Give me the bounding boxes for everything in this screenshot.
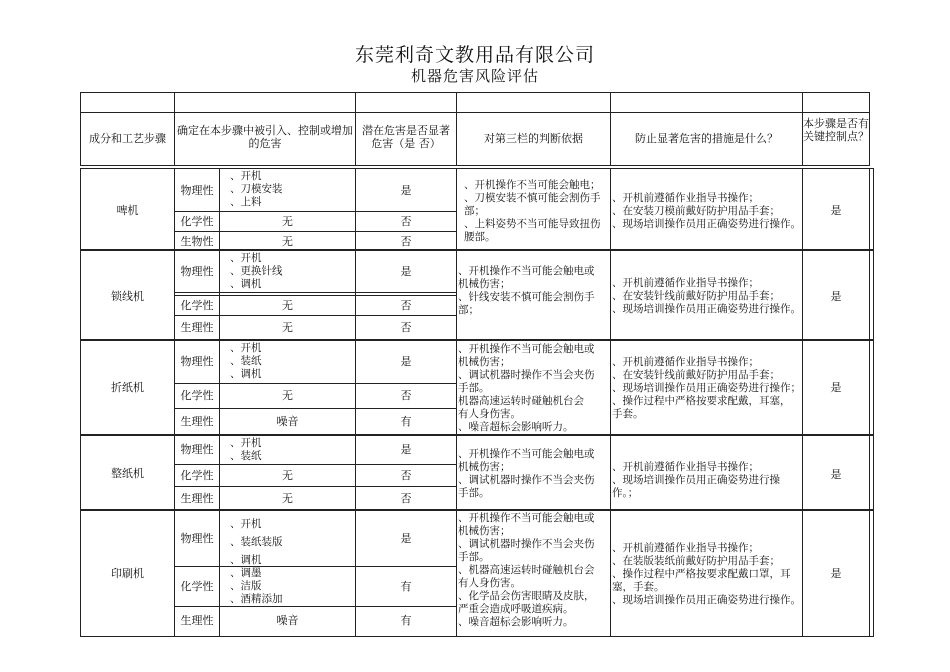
hazard-type: 生理性 — [180, 415, 214, 428]
hazard-items: 无 — [282, 235, 293, 248]
significance: 是 — [400, 184, 412, 197]
hazard-type: 生理性 — [180, 614, 214, 627]
hazard-type: 物理性 — [180, 532, 214, 545]
significance: 有 — [400, 614, 412, 627]
hazard-type: 物理性 — [180, 443, 214, 456]
hazard-items: 无 — [282, 299, 293, 312]
control-measures: 、开机前遵循作业指导书操作； 、现场培训操作员用正确姿势进行操作。； — [612, 461, 780, 499]
significance: 是 — [400, 532, 412, 545]
judgment-basis: 、开机操作不当可能会触电或 机械伤害； 、调试机器时操作不当会夹伤 手部。 — [458, 448, 595, 499]
hazard-items: 无 — [282, 469, 293, 482]
hazard-items: 无 — [282, 389, 293, 402]
step-name: 折纸机 — [111, 381, 144, 394]
significance: 否 — [400, 469, 412, 482]
header-significant: 潜在危害是否显著危害（是 否） — [362, 124, 450, 150]
step-name: 啤机 — [116, 204, 139, 217]
ccp-value: 是 — [830, 468, 842, 481]
hazard-items: 、开机 、刀模安装 、上料 — [230, 170, 283, 208]
step-name: 锁线机 — [111, 290, 144, 303]
hazard-items: 、调墨 、洁版 、酒精添加 — [230, 567, 283, 605]
judgment-basis: 、开机操作不当可能会触电或 机械伤害； 、调试机器时操作不当会夹伤 手部。 、机器高速运转时碰触机台会 有人身伤害。 、化学品会伤害眼睛及皮肤， 严重会造成呼吸道疾病。 、噪音超标会影响听力。 — [458, 512, 595, 628]
header-step: 成分和工艺步骤 — [89, 132, 166, 145]
hazard-type: 化学性 — [180, 299, 214, 312]
hazard-items: 、开机 、装纸 — [230, 437, 262, 462]
judgment-basis: 、开机操作不当可能会触电； 、刀模安装不慎可能会割伤手 部； 、上料姿势不当可能导致扭伤 腰部。 — [464, 179, 601, 243]
form-title: 机器危害风险评估 — [410, 67, 539, 85]
control-measures: 、开机前遵循作业指导书操作； 、在装版装纸前戴好防护用品手套； 、操作过程中严格按要求配戴口罩，耳 塞，手套。 、现场培训操作员用正确姿势进行操作。 — [612, 542, 801, 606]
judgment-basis: 、开机操作不当可能会触电或 机械伤害； 、针线安装不慎可能会割伤手 部； — [458, 265, 595, 316]
ccp-value: 是 — [830, 381, 842, 394]
hazard-items: 无 — [282, 492, 293, 505]
significance: 否 — [400, 235, 412, 248]
significance: 否 — [400, 299, 412, 312]
hazard-items: 噪音 — [276, 614, 299, 627]
hazard-type: 化学性 — [180, 215, 214, 228]
header-measures: 防止显著危害的措施是什么？ — [635, 132, 778, 145]
ccp-value: 是 — [830, 567, 842, 580]
significance: 否 — [400, 492, 412, 505]
significance: 否 — [400, 215, 412, 228]
hazard-type: 化学性 — [180, 580, 214, 593]
hazard-type: 物理性 — [180, 265, 214, 278]
hazard-items: 噪音 — [276, 415, 299, 428]
significance: 是 — [400, 355, 412, 368]
significance: 是 — [400, 443, 412, 456]
hazard-items: 、开机 、装纸装版 、调机 — [230, 518, 283, 566]
control-measures: 、开机前遵循作业指导书操作； 、在安装针线前戴好防护用品手套； 、现场培训操作员用正确姿势进行操作； 、操作过程中严格按要求配戴，耳塞， 手套。 — [612, 356, 801, 420]
ccp-value: 是 — [830, 290, 842, 303]
significance: 否 — [400, 321, 412, 334]
hazard-items: 无 — [282, 321, 293, 334]
judgment-basis: 、开机操作不当可能会触电或 机械伤害； 、调试机器时操作不当会夹伤 手部。 机器高速运转时碰触机台会 有人身伤害。 、噪音超标会影响听力。 — [458, 343, 595, 433]
header-basis: 对第三栏的判断依据 — [484, 132, 583, 145]
hazard-items: 无 — [282, 215, 293, 228]
significance: 有 — [400, 415, 412, 428]
significance: 有 — [400, 580, 412, 593]
step-name: 整纸机 — [111, 467, 144, 480]
control-measures: 、开机前遵循作业指导书操作； 、在安装针线前戴好防护用品手套； 、现场培训操作员用正确姿势进行操作。 — [612, 277, 801, 315]
significance: 是 — [400, 265, 412, 278]
hazard-type: 物理性 — [180, 355, 214, 368]
hazard-items: 、开机 、更换针线 、调机 — [230, 252, 283, 290]
hazard-type: 物理性 — [180, 184, 214, 197]
page-title: 东莞利奇文教用品有限公司 — [354, 44, 595, 66]
header-ccp: 本步骤是否有关键控制点？ — [803, 117, 869, 143]
hazard-type: 生理性 — [180, 492, 214, 505]
significance: 否 — [400, 389, 412, 402]
control-measures: 、开机前遵循作业指导书操作； 、在安装刀模前戴好防护用品手套； 、现场培训操作员用正确姿势进行操作。 — [612, 192, 801, 230]
ccp-value: 是 — [830, 204, 842, 217]
step-name: 印刷机 — [111, 567, 144, 580]
hazard-type: 生物性 — [180, 235, 214, 248]
hazard-type: 化学性 — [180, 469, 214, 482]
hazard-items: 、开机 、装纸 、调机 — [230, 342, 262, 380]
header-hazard: 确定在本步骤中被引入、控制或增加的危害 — [177, 124, 353, 150]
hazard-type: 生理性 — [180, 321, 214, 334]
hazard-type: 化学性 — [180, 389, 214, 402]
